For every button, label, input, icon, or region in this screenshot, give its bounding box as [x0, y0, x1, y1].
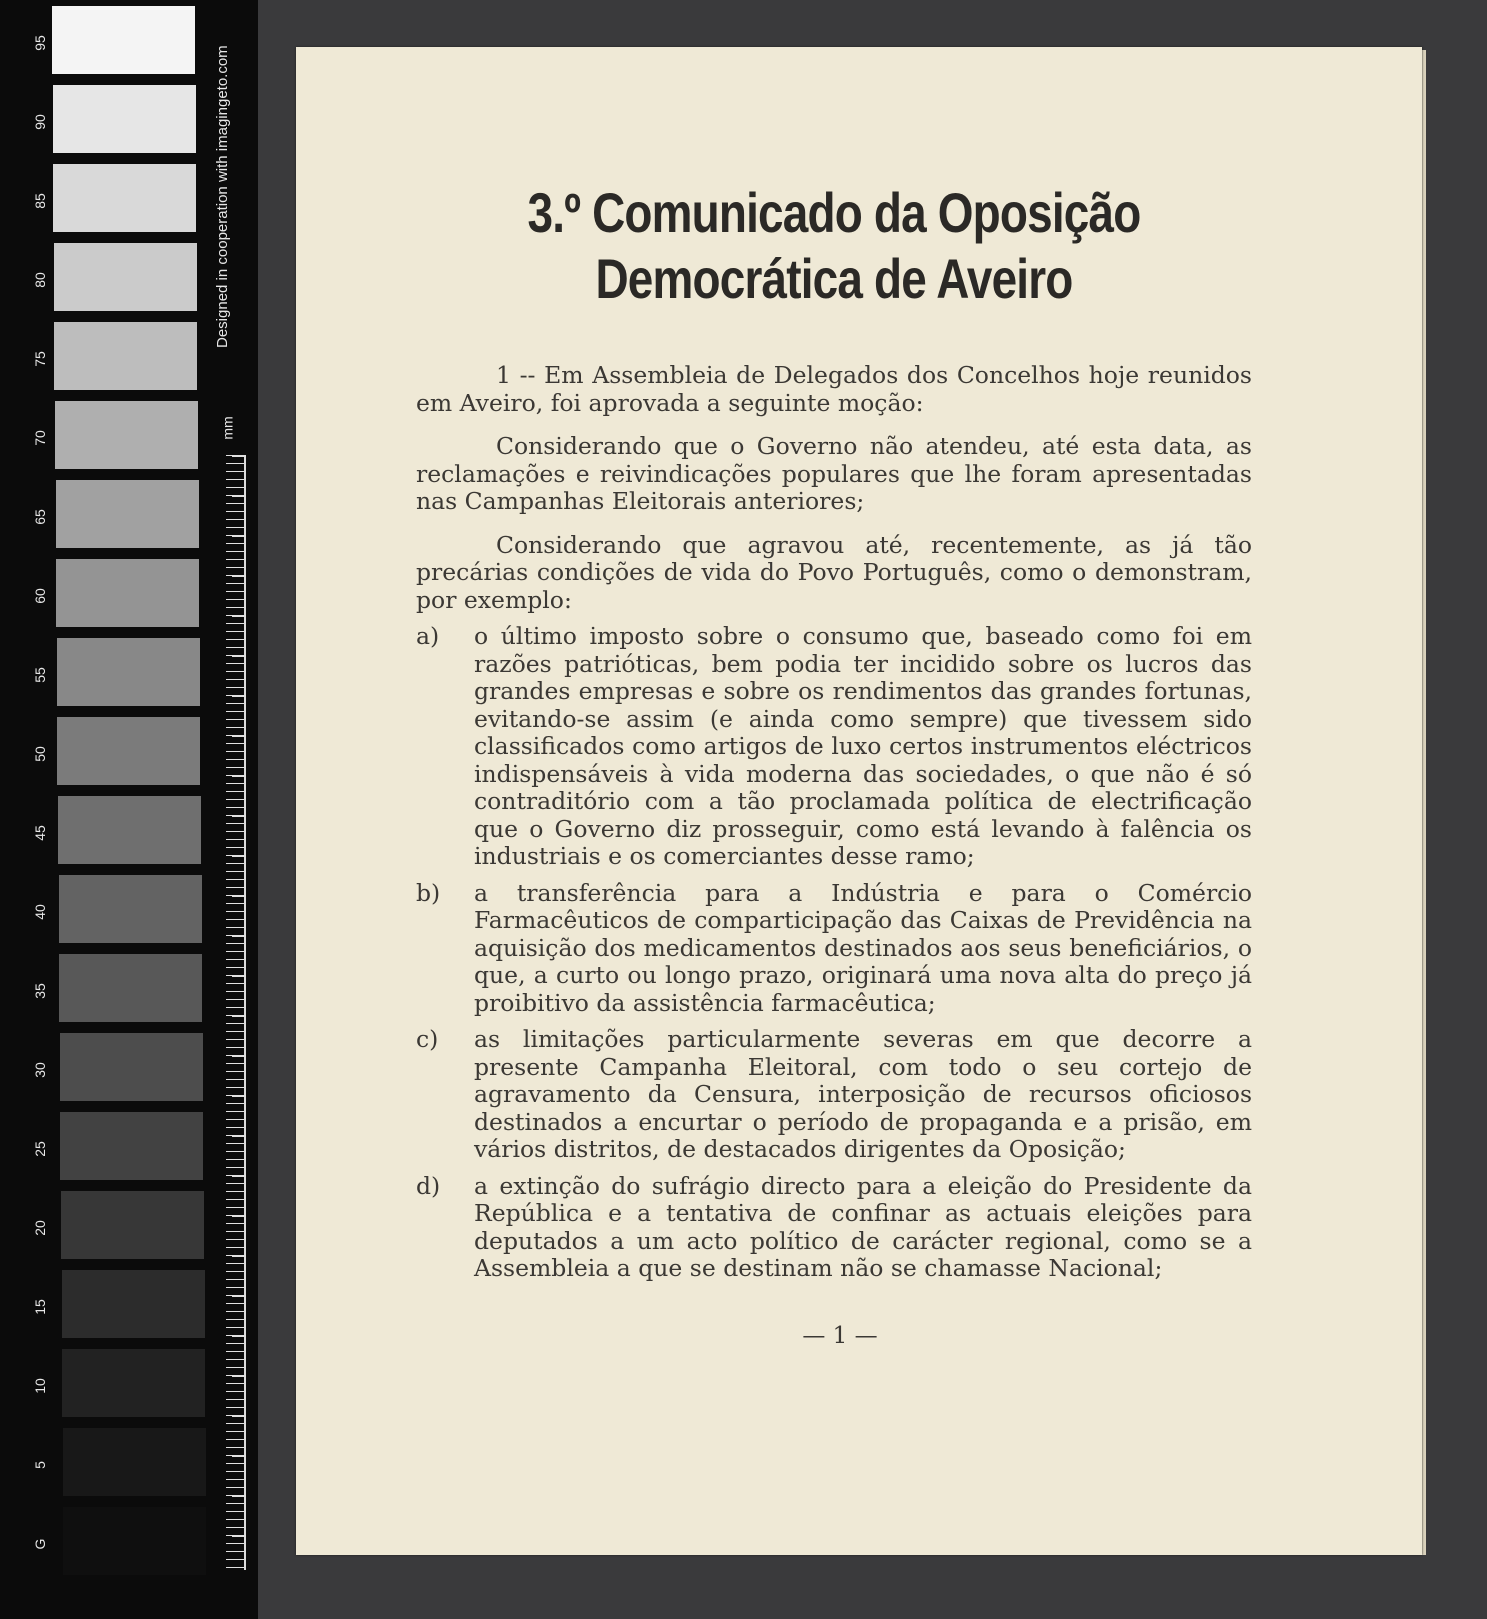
gray-patch-35 [59, 954, 202, 1022]
patch-label: 70 [32, 430, 48, 446]
credit-text: Designed in cooperation with imagingeto.com [214, 45, 231, 348]
patch-label: 90 [32, 114, 48, 130]
patch-label: 35 [32, 983, 48, 999]
gray-patch-15 [62, 1270, 205, 1338]
list-item-letter: a) [416, 622, 440, 650]
list-item-a [416, 623, 1252, 871]
gray-patch-10 [62, 1349, 205, 1417]
list-item-b [416, 880, 1252, 1018]
gray-patch-G [63, 1507, 206, 1575]
title-line-1: 3.º Comunicado da Oposição [527, 181, 1141, 244]
considering-paragraph-2: Considerando que agravou até, recentemente, as já tão precárias condições de vida do Povo Português, como o demonstram, por exemplo: [416, 530, 1252, 614]
gray-patch-90 [53, 85, 196, 153]
patch-label: 55 [32, 667, 48, 683]
gray-patch-20 [61, 1191, 204, 1259]
gray-patch-55 [57, 638, 200, 706]
gray-patch-5 [63, 1428, 206, 1496]
list-item-d [416, 1173, 1252, 1283]
gray-patch-25 [60, 1112, 203, 1180]
gray-patch-85 [53, 164, 196, 232]
gray-patch-65 [56, 480, 199, 548]
patch-label: G [32, 1538, 48, 1550]
patch-label: 20 [32, 1220, 48, 1236]
considering-paragraph-1: Considerando que o Governo não atendeu, até esta data, as reclamações e reivindicações populares que lhe foram apresentadas nas Campanhas Eleitorais anteriores; [416, 432, 1252, 515]
title-line-2: Democrática de Aveiro [595, 247, 1073, 310]
gray-patch-95 [52, 6, 195, 74]
document-content [416, 180, 1252, 1283]
gray-patch-70 [55, 401, 198, 469]
page-number: — 1 — [802, 1323, 878, 1349]
patch-label: 65 [32, 509, 48, 525]
calibration-strip [0, 0, 258, 1619]
list-item-letter: c) [416, 1025, 439, 1053]
patch-label: 40 [32, 904, 48, 920]
patch-label: 30 [32, 1062, 48, 1078]
gray-patch-45 [58, 796, 201, 864]
list-item-c [416, 1026, 1252, 1164]
mm-ruler-major-ticks [232, 455, 246, 1570]
gray-patch-80 [54, 243, 197, 311]
gray-patch-75 [54, 322, 197, 390]
list-item-text: as limitações particularmente severas em que decorre a presente Campanha Eleitoral, com todo o seu cortejo de agravamento da Censura, interposição de recursos oficiosos destinados a encurtar o período de propaganda e a prisão, em vários distritos, de destacados dirigentes da Oposição; [474, 1025, 1252, 1163]
gray-patch-50 [57, 717, 200, 785]
patch-label: 85 [32, 193, 48, 209]
list-item-letter: b) [416, 878, 441, 907]
patch-label: 10 [32, 1378, 48, 1394]
intro-paragraph: 1 -- Em Assembleia de Delegados dos Concelhos hoje reunidos em Aveiro, foi aprovada a seguinte moção: [416, 361, 1252, 417]
patch-label: 5 [32, 1461, 48, 1469]
patch-label: 50 [32, 746, 48, 762]
patch-label: 75 [32, 351, 48, 367]
unit-label: mm [219, 416, 236, 440]
patch-label: 45 [32, 825, 48, 841]
patch-label: 95 [32, 35, 48, 51]
gray-patch-60 [56, 559, 199, 627]
gray-patch-40 [59, 875, 202, 943]
patch-label: 25 [32, 1141, 48, 1157]
patch-label: 15 [32, 1299, 48, 1315]
list-item-letter: d) [416, 1171, 441, 1200]
patch-label: 60 [32, 588, 48, 604]
list-item-text: a transferência para a Indústria e para o Comércio Farmacêuticos de comparticipação das Caixas de Previdência na aquisição dos medicamentos destinados aos seus beneficiários, o que, a curto ou longo prazo, originará uma nova alta do preço já proibitivo da assistência farmacêutica; [474, 878, 1252, 1017]
gray-patch-30 [60, 1033, 203, 1101]
list-item-text: a extinção do sufrágio directo para a eleição do Presidente da República e a tentativa de confinar as actuais eleições para deputados a um acto político de carácter regional, como se a Assembleia a que se destinam não se chamasse Nacional; [474, 1171, 1252, 1282]
patch-label: 80 [32, 272, 48, 288]
list-item-text: o último imposto sobre o consumo que, baseado como foi em razões patrióticas, bem podia ter incidido sobre os lucros das grandes empresas e sobre os rendimentos das grandes fortunas, evitando-se assim (e ainda como sempre) que tivessem sido classificados como artigos de luxo certos instrumentos eléctricos indispensáveis à vida moderna das sociedades, o que não é só contraditório com a tão proclamada política de electrificação que o Governo diz prosseguir, como está levando à falência os industriais e os comerciantes desse ramo; [474, 622, 1252, 870]
